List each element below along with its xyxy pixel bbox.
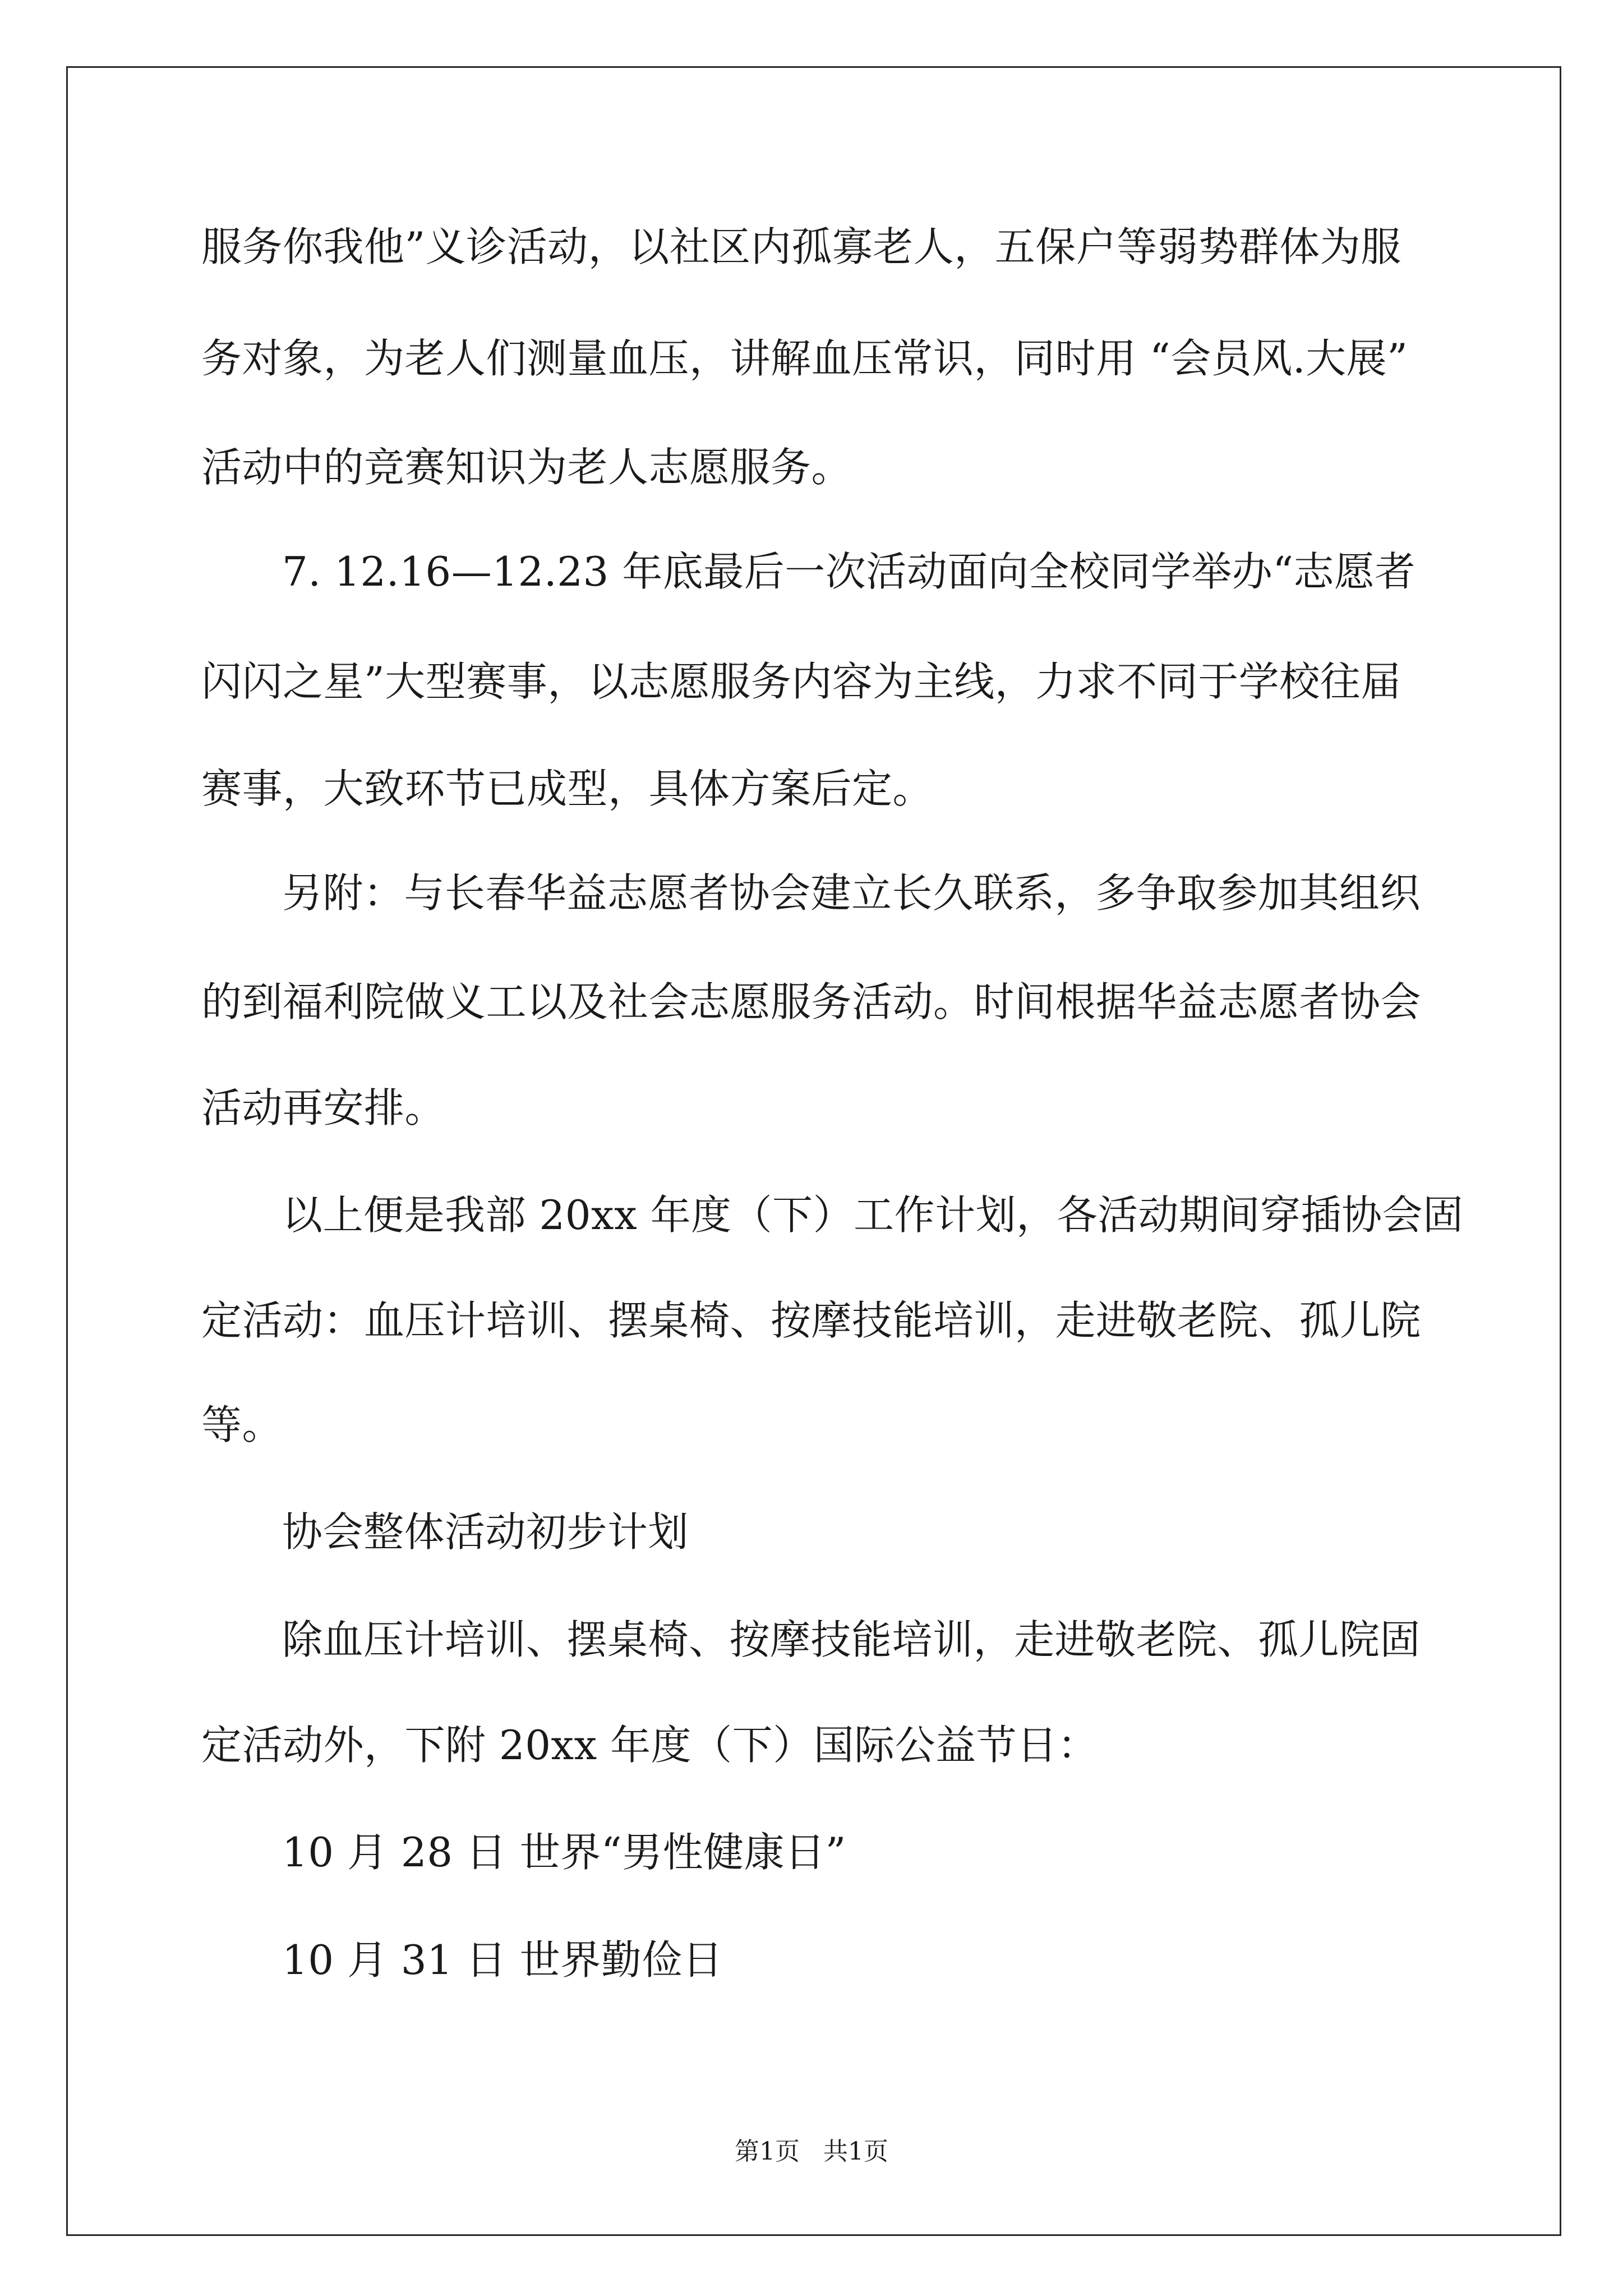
page-footer: 第1页 共1页	[735, 2137, 888, 2166]
text-line: 除血压计培训、摆桌椅、按摩技能培训，走进敬老院、孤儿院固	[282, 1616, 1421, 1663]
text-line: 等。	[201, 1401, 283, 1448]
list-item: 10 月 28 日 世界“男性健康日”	[282, 1829, 846, 1876]
page-border	[66, 66, 1561, 2236]
text-line: 定活动外，下附 20xx 年度（下）国际公益节日：	[201, 1722, 1099, 1769]
text-line: 活动再安排。	[201, 1084, 446, 1131]
text-line: 的到福利院做义工以及社会志愿服务活动。时间根据华益志愿者协会	[201, 978, 1422, 1025]
text-line: 以上便是我部 20xx 年度（下）工作计划，各活动期间穿插协会固	[282, 1191, 1464, 1239]
text-line: 另附：与长春华益志愿者协会建立长久联系，多争取参加其组织	[282, 869, 1421, 917]
text-line: 赛事，大致环节已成型，具体方案后定。	[201, 765, 934, 812]
list-item: 10 月 31 日 世界勤俭日	[282, 1936, 723, 1984]
text-line: 定活动：血压计培训、摆桌椅、按摩技能培训，走进敬老院、孤儿院	[201, 1297, 1422, 1344]
section-heading: 协会整体活动初步计划	[282, 1508, 689, 1556]
text-line: 务对象，为老人们测量血压，讲解血压常识，同时用 “会员风.大展”	[201, 335, 1408, 382]
text-line: 闪闪之星”大型赛事，以志愿服务内容为主线，力求不同于学校往届	[201, 658, 1401, 705]
text-line: 服务你我他”义诊活动，以社区内孤寡老人，五保户等弱势群体为服	[201, 223, 1401, 270]
text-line: 7. 12.16—12.23 年底最后一次活动面向全校同学举办“志愿者	[282, 548, 1416, 595]
text-line: 活动中的竞赛知识为老人志愿服务。	[201, 444, 852, 491]
